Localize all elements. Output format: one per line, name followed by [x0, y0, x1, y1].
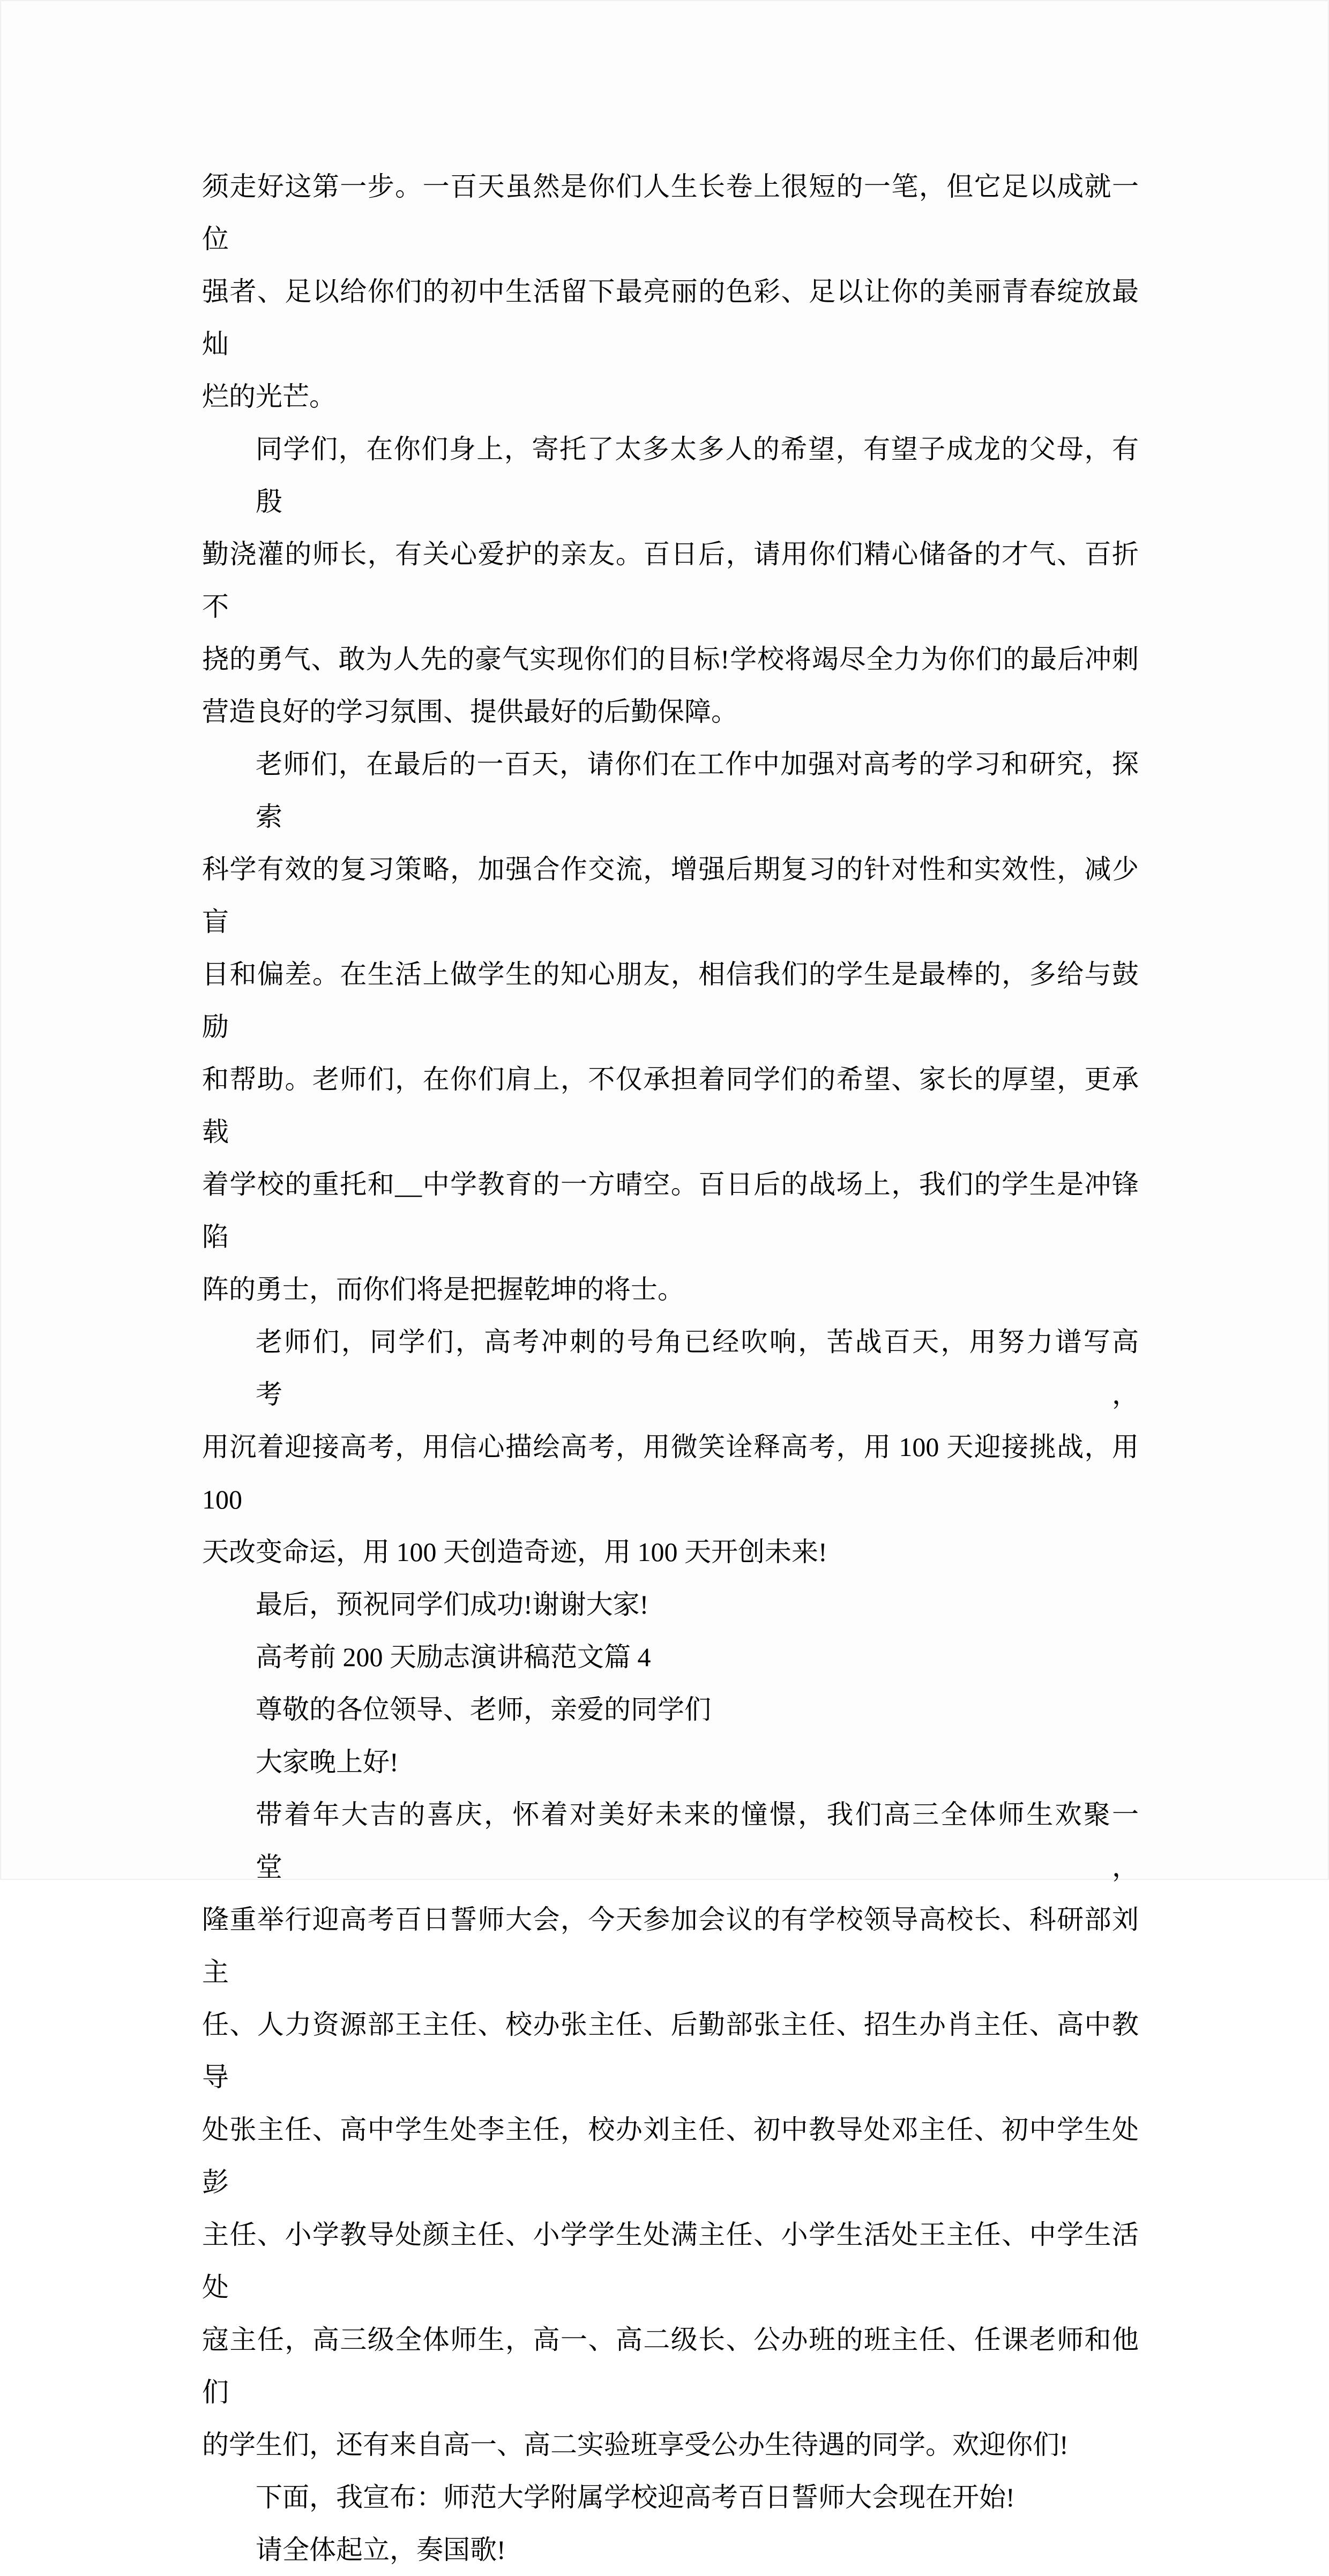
- paragraph: [202, 1316, 1139, 1578]
- text-line: 烂的光芒。: [202, 382, 336, 412]
- text-line: 阵的勇士，而你们将是把握乾坤的将士。: [202, 1274, 684, 1304]
- text-line: 请全体起立，奏国歌!: [256, 2535, 506, 2565]
- text-block: [202, 160, 1139, 2576]
- text-line: 高考前 200 天励志演讲稿范文篇 4: [256, 1642, 651, 1672]
- text-line: 带着年大吉的喜庆，怀着对美好未来的憧憬，我们高三全体师生欢聚一堂，: [256, 1800, 1139, 1882]
- text-line: 科学有效的复习策略，加强合作交流，增强后期复习的针对性和实效性，减少盲: [202, 854, 1139, 937]
- text-line: 老师们，同学们，高考冲刺的号角已经吹响，苦战百天，用努力谱写高考，: [256, 1327, 1139, 1409]
- text-line: 主任、小学教导处颜主任、小学学生处满主任、小学生活处王主任、中学生活处: [202, 2220, 1139, 2302]
- text-line: 营造良好的学习氛围、提供最好的后勤保障。: [202, 697, 738, 727]
- text-line: 任、人力资源部王主任、校办张主任、后勤部张主任、招生办肖主任、高中教导: [202, 2010, 1139, 2092]
- text-line: 同学们，在你们身上，寄托了太多太多人的希望，有望子成龙的父母，有殷: [256, 434, 1139, 517]
- paragraph: [202, 1631, 1139, 1683]
- paragraph: [202, 2471, 1139, 2523]
- text-line: 勤浇灌的师长，有关心爱护的亲友。百日后，请用你们精心储备的才气、百折不: [202, 539, 1139, 622]
- paragraph: [202, 423, 1139, 738]
- text-line: 目和偏差。在生活上做学生的知心朋友，相信我们的学生是最棒的，多给与鼓励: [202, 959, 1139, 1042]
- paragraph: [202, 160, 1139, 423]
- text-line: 最后，预祝同学们成功!谢谢大家!: [256, 1589, 649, 1619]
- text-line: 的学生们，还有来自高一、高二实验班享受公办生待遇的同学。欢迎你们!: [202, 2430, 1069, 2460]
- text-line: 老师们，在最后的一百天，请你们在工作中加强对高考的学习和研究，探索: [256, 749, 1139, 832]
- paragraph: [202, 1683, 1139, 1736]
- text-line: 天改变命运，用 100 天创造奇迹，用 100 天开创未来!: [202, 1537, 827, 1567]
- text-line: 隆重举行迎高考百日誓师大会，今天参加会议的有学校领导高校长、科研部刘主: [202, 1905, 1139, 1987]
- text-line: 须走好这第一步。一百天虽然是你们人生长卷上很短的一笔，但它足以成就一位: [202, 171, 1139, 254]
- paragraph: [202, 1736, 1139, 1788]
- paragraph: [202, 1788, 1139, 2471]
- paragraph: [202, 1578, 1139, 1631]
- text-line: 处张主任、高中学生处李主任，校办刘主任、初中教导处邓主任、初中学生处彭: [202, 2115, 1139, 2197]
- text-line: 用沉着迎接高考，用信心描绘高考，用微笑诠释高考，用 100 天迎接挑战，用 100: [202, 1432, 1139, 1514]
- text-line: 着学校的重托和__中学教育的一方晴空。百日后的战场上，我们的学生是冲锋陷: [202, 1169, 1139, 1252]
- text-line: 寇主任，高三级全体师生，高一、高二级长、公办班的班主任、任课老师和他们: [202, 2325, 1139, 2407]
- text-line: 尊敬的各位领导、老师，亲爱的同学们: [256, 1694, 711, 1724]
- paragraph: [202, 738, 1139, 1316]
- text-line: 挠的勇气、敢为人先的豪气实现你们的目标!学校将竭尽全力为你们的最后冲刺: [202, 644, 1139, 674]
- text-line: 和帮助。老师们，在你们肩上，不仅承担着同学们的希望、家长的厚望，更承载: [202, 1064, 1139, 1147]
- paragraph: [202, 2523, 1139, 2576]
- text-line: 大家晚上好!: [256, 1747, 399, 1777]
- text-line: 强者、足以给你们的初中生活留下最亮丽的色彩、足以让你的美丽青春绽放最灿: [202, 277, 1139, 359]
- text-line: 下面，我宣布：师范大学附属学校迎高考百日誓师大会现在开始!: [256, 2482, 1015, 2512]
